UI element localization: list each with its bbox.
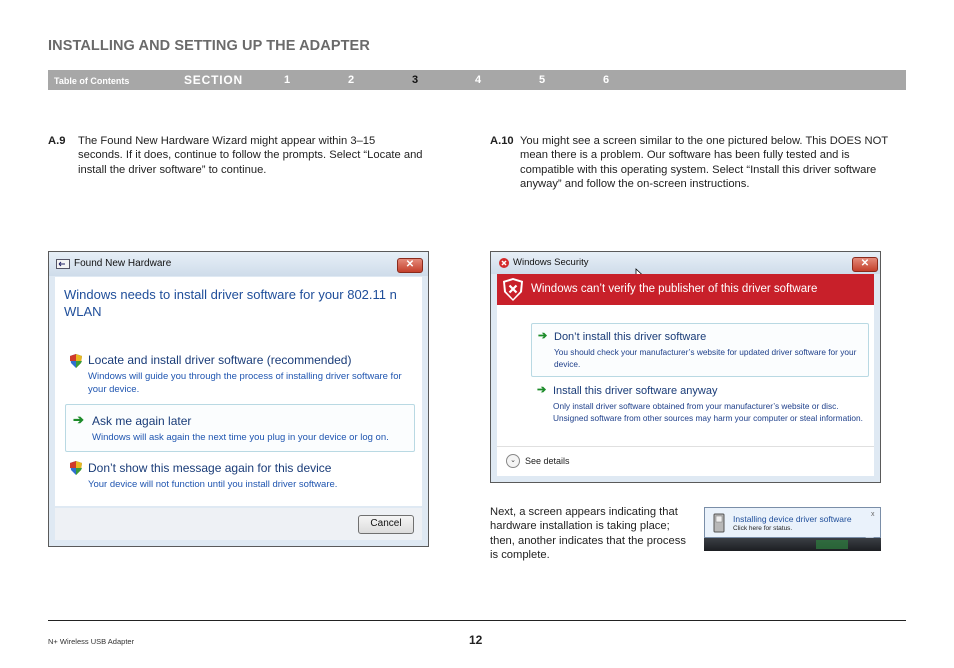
option-title: Don’t install this driver software — [554, 331, 707, 343]
option-title: Locate and install driver software (recommended) — [88, 353, 352, 367]
option-title: Don’t show this message again for this device — [88, 461, 332, 475]
page-section-title: INSTALLING AND SETTING UP THE ADAPTER — [48, 38, 370, 54]
option-title: Ask me again later — [92, 414, 192, 428]
section-6-link[interactable]: 6 — [602, 74, 610, 86]
section-nav-bar — [48, 70, 906, 90]
wizard-heading: Windows needs to install driver software for your 802.11 n WLAN — [64, 287, 397, 319]
option-dont-install[interactable] — [531, 323, 869, 377]
balloon-body — [704, 507, 881, 538]
window-titlebar — [491, 252, 880, 274]
chevron-down-icon[interactable]: ⌄ — [506, 454, 520, 468]
installing-balloon-notification[interactable] — [704, 507, 881, 551]
step-label: A.9 — [48, 135, 66, 147]
close-button[interactable]: ✕ — [852, 257, 878, 272]
device-icon — [712, 513, 726, 533]
step-a9 — [48, 134, 428, 184]
found-new-hardware-window — [48, 251, 429, 547]
window-titlebar — [49, 252, 428, 276]
warning-banner-text: Windows can’t verify the publisher of this driver software — [531, 283, 818, 295]
page-number: 12 — [469, 633, 483, 647]
balloon-close-button[interactable]: x — [871, 511, 875, 518]
shield-icon — [70, 461, 82, 475]
red-shield-x-icon — [503, 278, 523, 301]
window-title: Found New Hardware — [74, 258, 172, 269]
option-description: Windows will ask again the next time you plug in your device or log on. — [92, 432, 389, 443]
section-2-link[interactable]: 2 — [347, 74, 355, 86]
table-of-contents-link[interactable]: Table of Contents — [54, 76, 130, 86]
balloon-subtitle: Click here for status. — [733, 525, 793, 532]
security-content — [497, 305, 874, 476]
section-label: SECTION — [184, 73, 243, 87]
green-arrow-icon: ➔ — [73, 412, 84, 427]
section-3-link[interactable]: 3 — [411, 74, 419, 86]
close-button[interactable]: ✕ — [397, 258, 423, 273]
see-details-link[interactable]: See details — [525, 456, 570, 466]
option-description: Your device will not function until you install driver software. — [88, 479, 338, 490]
option-description: You should check your manufacturer’s website for updated driver software for your device. — [554, 347, 857, 369]
step-label: A.10 — [490, 135, 514, 147]
security-warning-icon — [499, 258, 509, 268]
option-title: Install this driver software anyway — [553, 385, 718, 397]
divider — [497, 446, 874, 447]
option-description: Windows will guide you through the process of installing driver software for your device. — [88, 371, 402, 395]
section-5-link[interactable]: 5 — [538, 74, 546, 86]
hardware-icon — [56, 259, 70, 269]
cancel-button[interactable]: Cancel — [358, 515, 414, 534]
green-arrow-icon: ➔ — [538, 330, 548, 342]
step-a10 — [490, 134, 906, 198]
footer-divider — [48, 620, 906, 621]
next-step-text: Next, a screen appears indicating that hardware installation is taking place; then, another indicates that the process is complete. — [490, 506, 686, 562]
warning-banner — [497, 274, 874, 305]
step-text: You might see a screen similar to the one pictured below. This DOES NOT mean there is a problem. Our software has been fully tested and is compatible with this operating system. Select “Install this driver software anyway” and follow the on-screen instructions. — [520, 135, 888, 191]
window-title: Windows Security — [513, 257, 589, 268]
step-text: The Found New Hardware Wizard might appear within 3–15 seconds. If it does, continue to follow the prompts. Select “Locate and install the driver software” to continue. — [78, 135, 423, 176]
section-4-link[interactable]: 4 — [474, 74, 482, 86]
footer-product-name: N+ Wireless USB Adapter — [48, 637, 135, 646]
option-description: Only install driver software obtained from your manufacturer’s website or disc. Unsigned software from other sources may harm your computer or steal information. — [553, 401, 863, 423]
wizard-footer — [55, 508, 422, 540]
tray-indicator — [816, 540, 848, 549]
option-ask-later[interactable] — [65, 404, 415, 452]
section-1-link[interactable]: 1 — [283, 74, 291, 86]
shield-icon — [70, 354, 82, 368]
windows-security-window — [490, 251, 881, 483]
taskbar — [704, 538, 881, 551]
balloon-title: Installing device driver software — [733, 514, 852, 524]
green-arrow-icon: ➔ — [537, 384, 547, 396]
wizard-content — [55, 277, 422, 506]
